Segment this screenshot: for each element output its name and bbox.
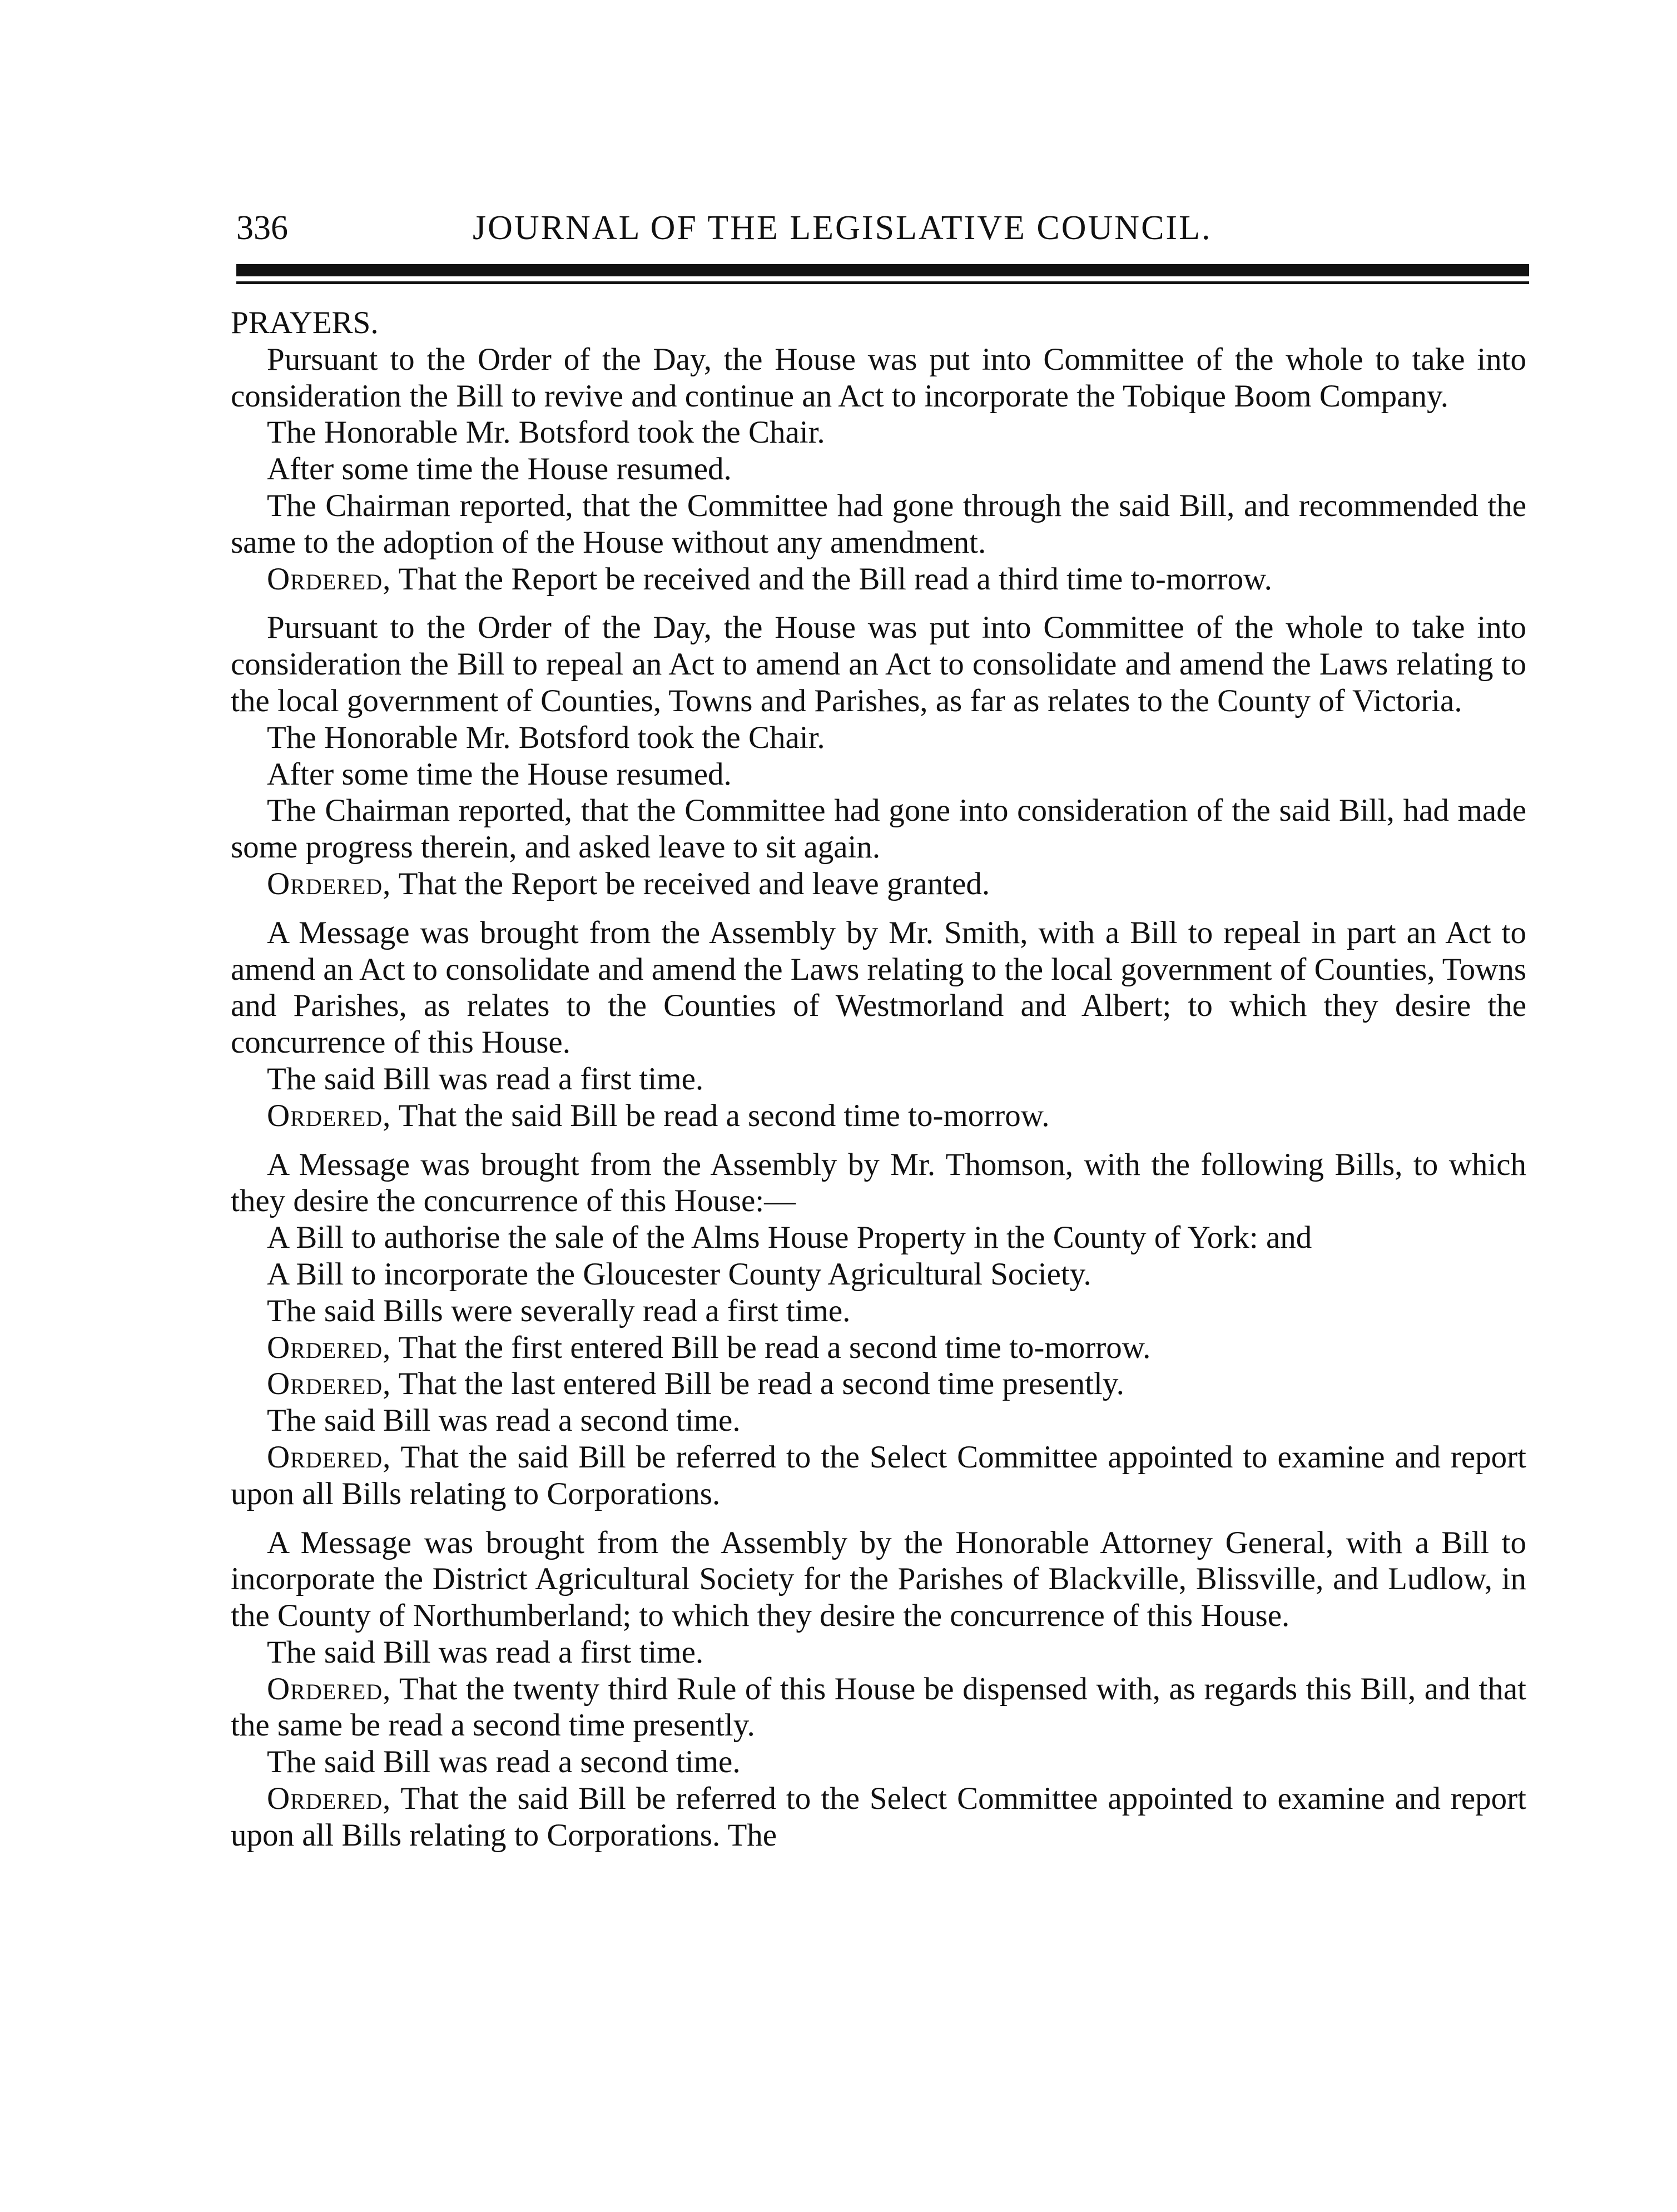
paragraph: The said Bill was read a second time. [267,1744,741,1780]
header-rule-thin [236,281,1529,284]
paragraph: The said Bill was read a first time. [267,1061,704,1097]
ordered-label: Ordered, [267,1781,391,1817]
paragraph: The Honorable Mr. Botsford took the Chair. [267,720,825,755]
ordered-text: That the twenty third Rule of this House be dispensed with, as regards this Bill, and that the same be read a second time presently. [231,1671,1526,1743]
ordered-paragraph [231,1671,1526,1744]
paragraph: After some time the House resumed. [267,452,732,487]
paragraph: A Bill to authorise the sale of the Alms House Property in the County of York: and [267,1220,1312,1256]
paragraph: A Message was brought from the Assembly by Mr. Thomson, with the following Bills, to which they desire the concurrence of this House:— [231,1147,1526,1219]
page-number: 336 [236,209,288,247]
paragraph: The said Bill was read a second time. [267,1403,741,1439]
paragraph: The said Bills were severally read a first time. [267,1293,851,1328]
header-rule-thick [236,264,1529,276]
paragraph: A Message was brought from the Assembly by the Honorable Attorney General, with a Bill to incorporate the District Agricultural Society for the Parishes of Blackville, Blissville, and Ludlow, in the County of Northumberland; to which they desire the concurrence of this House. [231,1525,1526,1634]
ordered-text: That the Report be received and the Bill read a third time to-morrow. [398,561,1272,597]
ordered-label: Ordered, [267,561,391,597]
ordered-text: That the first entered Bill be read a second time to-morrow. [398,1330,1151,1365]
journal-body [231,305,1526,1854]
paragraph: A Message was brought from the Assembly by Mr. Smith, with a Bill to repeal in part an Act to amend an Act to consolidate and amend the Laws relating to the local government of Counties, Towns and Parishes, as relates to the Counties of Westmorland and Albert; to which they desire the concurrence of this House. [231,915,1526,1060]
section-heading: PRAYERS. [231,305,379,340]
ordered-paragraph [231,866,1526,902]
ordered-label: Ordered, [267,1098,391,1133]
catchword: The [727,1817,777,1853]
ordered-paragraph [231,1780,1526,1854]
ordered-paragraph [231,1330,1526,1366]
ordered-text: That the Report be received and leave granted. [398,866,990,901]
ordered-paragraph [231,1439,1526,1512]
paragraph: Pursuant to the Order of the Day, the House was put into Committee of the whole to take into consideration the Bill to repeal an Act to amend an Act to consolidate and amend the Laws relating to the local government of Counties, Towns and Parishes, as far as relates to the County of Victoria. [231,610,1526,718]
ordered-label: Ordered, [267,866,391,901]
ordered-paragraph [231,1366,1526,1402]
ordered-text: That the said Bill be referred to the Select Committee appointed to examine and report upon all Bills relating to Corporations. [231,1781,1526,1853]
ordered-label: Ordered, [267,1439,391,1475]
ordered-text: That the last entered Bill be read a second time presently. [398,1366,1124,1402]
ordered-paragraph [231,561,1526,598]
paragraph: After some time the House resumed. [267,756,732,792]
page-header [236,203,1529,253]
ordered-paragraph [231,1098,1526,1134]
ordered-text: That the said Bill be referred to the Select Committee appointed to examine and report upon all Bills relating to Corporations. [231,1439,1526,1511]
ordered-label: Ordered, [267,1330,391,1365]
paragraph: The Chairman reported, that the Committee had gone into consideration of the said Bill, had made some progress therein, and asked leave to sit again. [231,793,1526,865]
ordered-text: That the said Bill be read a second time to-morrow. [398,1098,1050,1133]
paragraph: Pursuant to the Order of the Day, the House was put into Committee of the whole to take into consideration the Bill to revive and continue an Act to incorporate the Tobique Boom Company. [231,341,1526,414]
ordered-label: Ordered, [267,1671,391,1707]
running-title: JOURNAL OF THE LEGISLATIVE COUNCIL. [473,209,1212,247]
paragraph: The Chairman reported, that the Committee had gone through the said Bill, and recommended the same to the adoption of the House without any amendment. [231,488,1526,560]
paragraph: The Honorable Mr. Botsford took the Chair. [267,415,825,450]
ordered-label: Ordered, [267,1366,391,1402]
paragraph: The said Bill was read a first time. [267,1634,704,1670]
paragraph: A Bill to incorporate the Gloucester County Agricultural Society. [267,1256,1091,1292]
